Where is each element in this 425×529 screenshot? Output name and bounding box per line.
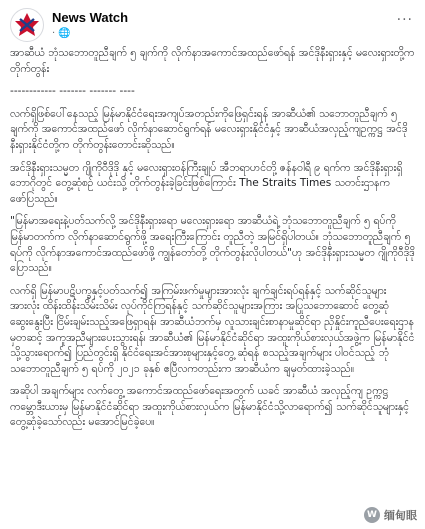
publisher-name[interactable]: News Watch [52, 10, 129, 25]
watermark-icon: W [364, 507, 380, 523]
paragraph-1: လက်ရှိဖြစ်ပေါ်နေသည့် မြန်မာနိုင်ငံရေးအကျပ်အတည်းကိုဖြေရှင်းရန် အာဆီယံ၏ သဘောတူညီချက် ၅ ချက်ကို အကောင်အထည်ဖော် လိုက်နာဆောင်ရွက်ရန် မလေးရှားနိုင်ငံနှင့် အာဆီယံအလှည့်ကျဥက္ကဋ္ဌ အင်ဒိုနီးရှားနိုင်ငံတို့က တိုက်တွန်းတောင်းဆိုသည်။ [10, 107, 408, 151]
post-meta: · 🌐 [52, 28, 71, 39]
watermark-text: 缅甸眼 [384, 509, 417, 522]
post-title: အာဆီယံ ဘုံသဘောတူညီချက် ၅ ချက်ကို လိုက်နာအကောင်အထည်ဖော်ရန် အင်ဒိုနီးရှားနှင့် မလေးရှားတို့က တိုက်တွန်း [10, 47, 415, 75]
more-options-button[interactable]: ··· [396, 12, 413, 28]
paragraph-5: အဆိုပါ အချက်များ လက်တွေ့ အကောင်အထည်ဖော်ရေးအတွက် ယခင် အာဆီယံ အလှည့်ကျ ဥက္ကဋ္ဌ ကမ္ဘောဒီးယားမှ မြန်မာနိုင်ငံဆိုင်ရာ အထူးကိုယ်စားလှယ်က မြန်မာနိုင်ငံသို့လာရောက်၍ သက်ဆိုင်သူများနှင့် တွေ့ဆုံခဲ့သော်လည်း မအောင်မြင်ခဲ့ပေ။ [10, 385, 410, 429]
post-header [10, 6, 415, 46]
title-divider: ------------ ------- ------- ---- [10, 85, 135, 98]
news-watch-logo-icon [11, 9, 43, 41]
paragraph-4: လက်ရှိ မြန်မာပဋိပက္ခနှင့်ပတ်သက်၍ အကြမ်းဖက်မှုများအားလုံး ချက်ချင်းရပ်ရန်နှင့် သက်ဆိုင်သူများအားလုံး ထိန်းထိန်းသိမ်းသိမ်း လုပ်ကိုင်ကြရန်နှင့် သက်ဆိုင်သူများအကြား အပြုသဘောဆောင် တွေ့ဆုံဆွေးနွေးပြီး ငြိမ်းချမ်းသည့်အဖြေရှာရန်၊ အာဆီယံဘက်မှ လူသားချင်းစာနာမှုဆိုင်ရာ ညှိနှိုင်းကူညီပေးရေးဌာနမှတဆင့် အကူအညီများပေးသွားရန်၊ အာဆီယံ၏ မြန်မာနိုင်ငံဆိုင်ရာ အထူးကိုယ်စားလှယ်အဖွဲ့က မြန်မာနိုင်ငံသို့သွားရောက်၍ ပြည်တွင်းရှိ နိုင်ငံရေးအင်အားစုများနှင့်တွေ့ ဆုံရန် စသည့်အချက်များ ပါဝင်သည့် ဘုံသဘောတူညီချက် ၅ ရပ်ကို ၂၀၂၁ ခုနှစ် ဧပြီလကတည်းက အာဆီယံက ချမှတ်ထားခဲ့သည်။ [10, 284, 415, 375]
post-body [10, 46, 415, 438]
watermark [364, 507, 417, 523]
paragraph-3-quote: "မြန်မာအရေးနဲ့ပတ်သက်လို့ အင်ဒိုနီးရှားရော မလေးရှားရော အာဆီယံရဲ့ ဘုံသဘောတူညီချက် ၅ ရပ်ကို မြန်မာတက်က လိုက်နာဆောင်ရွက်ဖို့ အရေးကြီးကြောင်း တူညီတဲ့ အမြင်ရှိပါတယ်။ ဘုံသဘောတူညီချက် ၅ ရပ်ကို လိုက်နာအကောင်အထည်ဖော်ဖို့ ကျွန်တော်တို့ တိုက်တွန်းလိုပါတယ်"ဟု အင်ဒိုနီးရှားသမ္မတ ဂျိုကိုဝီဒိုဒို ပြောသည်။ [10, 215, 415, 275]
news-watch-logo-avatar[interactable] [10, 8, 44, 42]
paragraph-2: အင်ဒိုနီးရှားသမ္မတ ဂျိုကိုဝီဒိုဒို နှင့် မလေးရှားဝန်ကြီးချုပ် အီဘရာဟင်တို့ ဇန်နဝါရီ ၉ ရက်က အင်ဒိုနီးရှားရှိဘောဂိုတွင် တွေ့ဆုံစဥ် ယင်းသို့ တိုက်တွန်းခဲ့ခြင်းဖြစ်ကြောင်း The Straits Times သတင်းဌာနက ဖော်ပြသည်။ [10, 161, 403, 205]
